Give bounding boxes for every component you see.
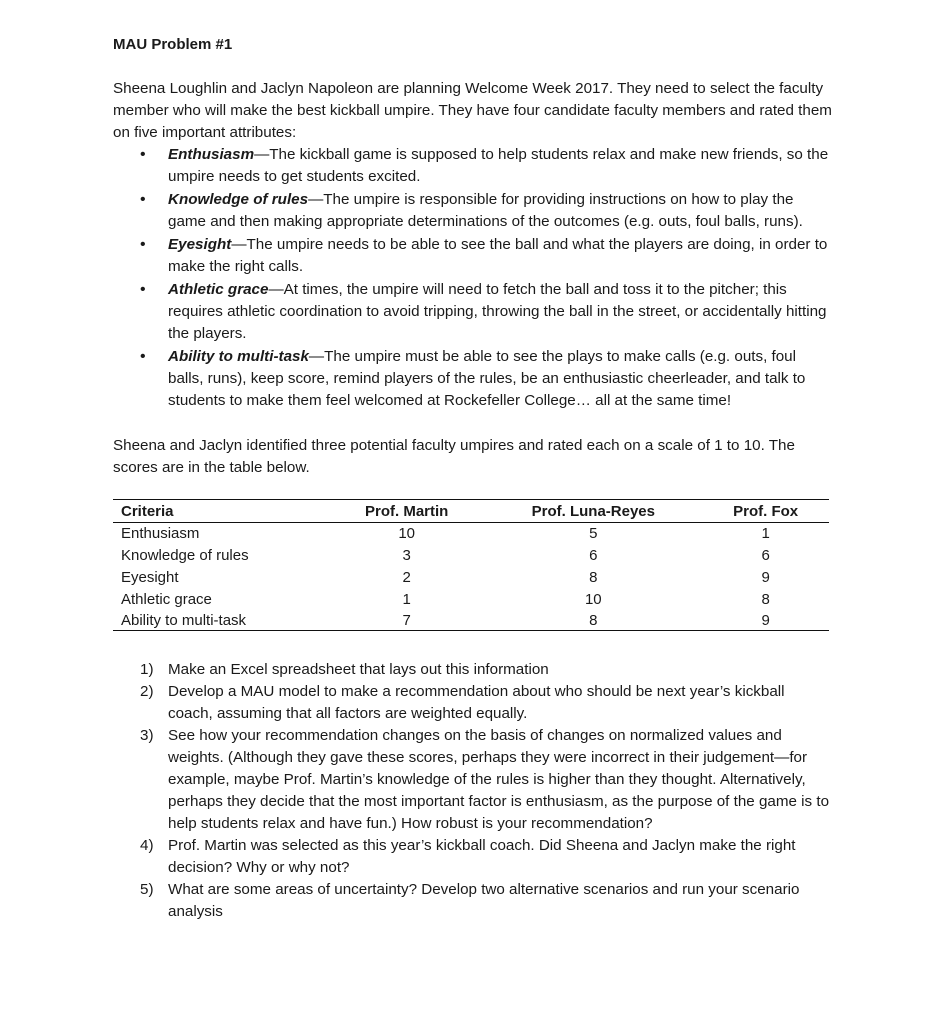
- cell-fox: 8: [761, 591, 770, 608]
- cell-criteria: Ability to multi-task: [113, 611, 329, 631]
- attribute-desc: —The kickball game is supposed to help students relax and make new friends, so the umpire needs to get students excited.: [168, 146, 829, 185]
- cell-luna-reyes: 8: [589, 569, 598, 586]
- cell-criteria: Athletic grace: [121, 591, 212, 608]
- cell-luna-reyes: 10: [584, 591, 602, 608]
- question-text: Develop a MAU model to make a recommendation about who should be next year’s kickball coach, assuming that all factors are weighted equally.: [168, 683, 785, 722]
- scores-paragraph: Sheena and Jaclyn identified three potential faculty umpires and rated each on a scale of 1 to 10. The scores are in the table below.: [113, 437, 795, 476]
- question-text: Make an Excel spreadsheet that lays out this information: [168, 661, 549, 678]
- header-fox: Prof. Fox: [702, 500, 829, 523]
- cell-martin: 2: [402, 569, 411, 586]
- question-text: Prof. Martin was selected as this year’s kickball coach. Did Sheena and Jaclyn make the right decision? Why or why not?: [168, 837, 796, 876]
- attribute-desc: —The umpire needs to be able to see the ball and what the players are doing, in order to make the right calls.: [168, 236, 828, 275]
- header-martin: Prof. Martin: [329, 500, 484, 523]
- scores-table: [113, 499, 829, 631]
- cell-luna-reyes: 6: [589, 547, 598, 564]
- attribute-item: [113, 234, 833, 278]
- cell-luna-reyes: 8: [484, 611, 702, 631]
- attribute-desc: —At times, the umpire will need to fetch the ball and toss it to the pitcher; this requires athletic coordination to avoid tripping, throwing the ball in the street, or accidentally hitting the players.: [168, 281, 827, 342]
- cell-fox: 9: [702, 611, 829, 631]
- cell-criteria: Knowledge of rules: [121, 547, 249, 564]
- attribute-item: [113, 279, 833, 345]
- cell-luna-reyes: 5: [589, 525, 598, 542]
- cell-fox: 1: [761, 525, 770, 542]
- question-number: 4): [140, 837, 154, 854]
- cell-martin: 10: [398, 525, 416, 542]
- document-title: MAU Problem #1: [113, 36, 233, 53]
- question-list: [113, 659, 833, 923]
- cell-fox: 9: [761, 569, 770, 586]
- cell-martin: 7: [329, 611, 484, 631]
- table-row: [113, 567, 829, 589]
- cell-martin: 3: [402, 547, 411, 564]
- cell-fox: 6: [761, 547, 770, 564]
- attribute-term: Knowledge of rules: [168, 191, 309, 208]
- header-criteria: Criteria: [113, 500, 329, 523]
- table-row: [113, 545, 829, 567]
- document-page: [113, 34, 833, 923]
- question-text: See how your recommendation changes on the basis of changes on normalized values and weights. (Although they gave these scores, perhaps they were incorrect in their judgement—for example, maybe Prof. Martin’s knowledge of the rules is higher than they thought. Alternatively, perhaps they decide that the most important factor is enthusiasm, as the purpose of the game is to help students relax and have fun.) How robust is your recommendation?: [168, 727, 830, 832]
- question-item: [113, 835, 833, 879]
- attribute-desc: —The umpire is responsible for providing instructions on how to play the game and then making appropriate determinations of the outcomes (e.g. outs, foul balls, runs).: [168, 191, 803, 230]
- question-item: [113, 659, 833, 681]
- table-row: [113, 523, 829, 546]
- question-number: 1): [140, 661, 154, 678]
- attribute-term: Athletic grace: [168, 281, 269, 298]
- cell-criteria: Enthusiasm: [121, 525, 200, 542]
- question-item: [113, 879, 833, 923]
- attribute-desc: —The umpire must be able to see the plays to make calls (e.g. outs, foul balls, runs), keep score, remind players of the rules, be an enthusiastic cheerleader, and talk to students to make them feel welcomed at Rockefeller College… all at the same time!: [168, 348, 806, 409]
- question-number: 5): [140, 881, 154, 898]
- table-header-row: [113, 500, 829, 523]
- table-row: [113, 611, 829, 631]
- question-number: 3): [140, 727, 154, 744]
- attribute-list: [113, 144, 833, 412]
- attribute-term: Eyesight: [168, 236, 232, 253]
- intro-paragraph: Sheena Loughlin and Jaclyn Napoleon are planning Welcome Week 2017. They need to select the faculty member who will make the best kickball umpire. They have four candidate faculty members and rated them on five important attributes:: [113, 80, 832, 141]
- attribute-item: [113, 144, 833, 188]
- question-text: What are some areas of uncertainty? Develop two alternative scenarios and run your scenario analysis: [168, 881, 800, 920]
- cell-criteria: Eyesight: [121, 569, 179, 586]
- table-row: [113, 589, 829, 611]
- header-luna-reyes: Prof. Luna-Reyes: [484, 500, 702, 523]
- attribute-term: Enthusiasm: [168, 146, 255, 163]
- question-number: 2): [140, 683, 154, 700]
- question-item: [113, 681, 833, 725]
- question-item: [113, 725, 833, 835]
- cell-martin: 1: [402, 591, 411, 608]
- attribute-item: [113, 189, 833, 233]
- attribute-item: [113, 346, 833, 412]
- attribute-term: Ability to multi-task: [168, 348, 309, 365]
